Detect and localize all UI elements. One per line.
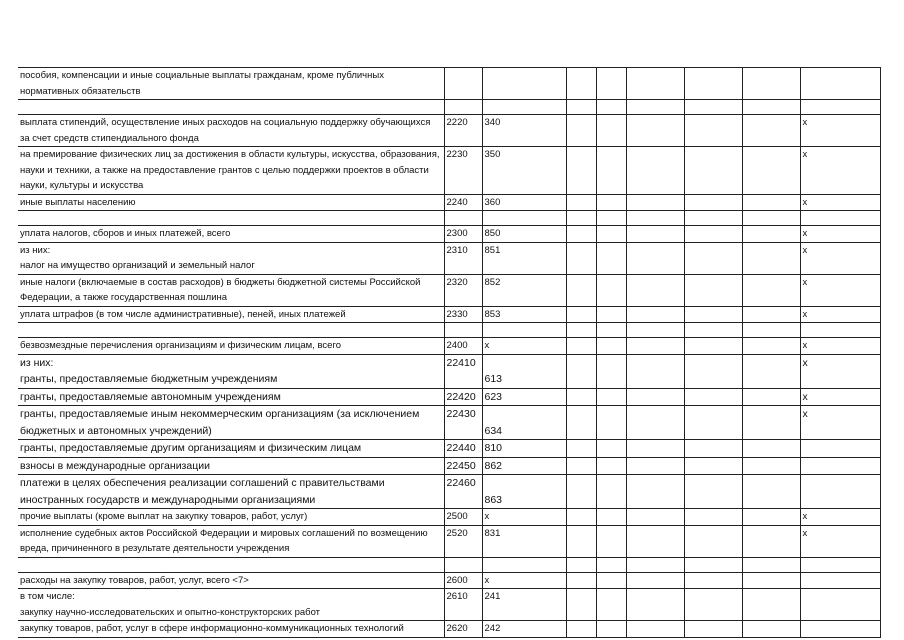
cell-empty: [742, 354, 800, 388]
table-row: [18, 509, 880, 526]
cell-empty: [684, 457, 742, 475]
cell-empty: [626, 475, 684, 509]
cell-empty: [626, 226, 684, 243]
cell-empty: [566, 274, 596, 306]
row-mark: x: [800, 242, 880, 274]
cell-empty: [684, 68, 742, 100]
row-name: иные налоги (включаемые в состав расходов) в бюджеты бюджетной системы Российской Федерации, а также государственная пошлина: [18, 274, 444, 306]
row-code: 22420: [444, 388, 482, 406]
cell-empty: [684, 147, 742, 195]
cell-empty: [684, 475, 742, 509]
cell-empty: [566, 211, 596, 226]
cell-empty: [596, 589, 626, 621]
row-code: 2240: [444, 194, 482, 211]
row-mark: x: [800, 354, 880, 388]
cell-empty: [742, 525, 800, 557]
cell-empty: [596, 194, 626, 211]
cell-empty: [742, 572, 800, 589]
row-mark: x: [800, 338, 880, 355]
table-row: [18, 68, 880, 100]
cell-empty: [742, 306, 800, 323]
row-mark: [800, 557, 880, 572]
cell-empty: [684, 242, 742, 274]
row-kosgu: [482, 68, 566, 100]
row-name: [18, 100, 444, 115]
row-mark: [800, 68, 880, 100]
cell-empty: [566, 440, 596, 458]
row-name-text: налог на имущество организаций и земельный налог: [20, 260, 255, 271]
row-code: 2620: [444, 621, 482, 638]
cell-empty: [742, 457, 800, 475]
cell-empty: [742, 557, 800, 572]
row-kosgu: 242: [482, 621, 566, 638]
row-code: 2400: [444, 338, 482, 355]
row-code: 2230: [444, 147, 482, 195]
row-name: закупку товаров, работ, услуг в сфере информационно-коммуникационных технологий: [18, 621, 444, 638]
cell-empty: [742, 100, 800, 115]
row-name: прочие выплаты (кроме выплат на закупку товаров, работ, услуг): [18, 509, 444, 526]
cell-empty: [566, 406, 596, 440]
row-code: 2320: [444, 274, 482, 306]
cell-empty: [566, 194, 596, 211]
row-kosgu: [482, 100, 566, 115]
row-name: [18, 557, 444, 572]
cell-empty: [596, 457, 626, 475]
cell-empty: [626, 194, 684, 211]
cell-empty: [626, 354, 684, 388]
row-code: 2500: [444, 509, 482, 526]
cell-empty: [684, 194, 742, 211]
row-kosgu: 852: [482, 274, 566, 306]
cell-empty: [596, 242, 626, 274]
row-kosgu-value: 613: [484, 373, 503, 385]
table-row: [18, 338, 880, 355]
table-row: [18, 475, 880, 509]
cell-empty: [596, 68, 626, 100]
row-code: [444, 211, 482, 226]
row-mark: x: [800, 226, 880, 243]
table-row: [18, 242, 880, 274]
row-name: [18, 211, 444, 226]
row-kosgu: 862: [482, 457, 566, 475]
row-mark: [800, 589, 880, 621]
row-code: 2220: [444, 115, 482, 147]
row-kosgu: 340: [482, 115, 566, 147]
row-mark: [800, 621, 880, 638]
cell-empty: [566, 475, 596, 509]
row-kosgu: 810: [482, 440, 566, 458]
cell-empty: [626, 457, 684, 475]
row-mark: [800, 211, 880, 226]
cell-empty: [596, 406, 626, 440]
table-row: [18, 211, 880, 226]
cell-empty: [596, 557, 626, 572]
table-row: [18, 226, 880, 243]
cell-empty: [742, 115, 800, 147]
cell-empty: [566, 115, 596, 147]
cell-empty: [566, 557, 596, 572]
row-kosgu: 851: [482, 242, 566, 274]
row-name: безвозмездные перечисления организациям и физическим лицам, всего: [18, 338, 444, 355]
cell-empty: [596, 388, 626, 406]
row-name-prefix: из них:: [20, 244, 51, 256]
row-name: [18, 242, 444, 274]
cell-empty: [596, 354, 626, 388]
cell-empty: [596, 100, 626, 115]
row-name: гранты, предоставляемые автономным учреждениям: [18, 388, 444, 406]
cell-empty: [566, 147, 596, 195]
cell-empty: [742, 68, 800, 100]
row-kosgu: x: [482, 572, 566, 589]
table-row: [18, 572, 880, 589]
cell-empty: [626, 406, 684, 440]
cell-empty: [742, 274, 800, 306]
row-mark: [800, 100, 880, 115]
cell-empty: [566, 323, 596, 338]
table-row: [18, 147, 880, 195]
cell-empty: [684, 323, 742, 338]
cell-empty: [566, 509, 596, 526]
cell-empty: [626, 589, 684, 621]
row-mark: [800, 323, 880, 338]
row-mark: x: [800, 147, 880, 195]
cell-empty: [596, 509, 626, 526]
cell-empty: [566, 306, 596, 323]
cell-empty: [684, 226, 742, 243]
cell-empty: [596, 475, 626, 509]
row-code: [444, 68, 482, 100]
cell-empty: [742, 323, 800, 338]
row-name: уплата штрафов (в том числе административные), пеней, иных платежей: [18, 306, 444, 323]
row-kosgu: 241: [482, 589, 566, 621]
row-kosgu: 350: [482, 147, 566, 195]
row-code: 2600: [444, 572, 482, 589]
cell-empty: [596, 211, 626, 226]
cell-empty: [626, 323, 684, 338]
row-name: гранты, предоставляемые иным некоммерческим организациям (за исключением бюджетных и автономных учреждений): [18, 406, 444, 440]
row-kosgu: 623: [482, 388, 566, 406]
row-kosgu: 831: [482, 525, 566, 557]
cell-empty: [596, 440, 626, 458]
row-name: [18, 589, 444, 621]
cell-empty: [626, 525, 684, 557]
row-mark: [800, 475, 880, 509]
row-name: гранты, предоставляемые другим организациям и физическим лицам: [18, 440, 444, 458]
row-kosgu: 850: [482, 226, 566, 243]
cell-empty: [566, 457, 596, 475]
cell-empty: [684, 306, 742, 323]
row-mark: [800, 440, 880, 458]
cell-empty: [684, 274, 742, 306]
table-row: [18, 388, 880, 406]
row-code: 2610: [444, 589, 482, 621]
cell-empty: [596, 338, 626, 355]
cell-empty: [566, 525, 596, 557]
cell-empty: [596, 115, 626, 147]
row-name: [18, 323, 444, 338]
table-row: [18, 306, 880, 323]
cell-empty: [742, 406, 800, 440]
row-kosgu: [482, 354, 566, 388]
cell-empty: [566, 226, 596, 243]
row-kosgu-value: 863: [484, 493, 503, 506]
table-row: [18, 274, 880, 306]
cell-empty: [566, 354, 596, 388]
table-row: [18, 115, 880, 147]
row-name: иные выплаты населению: [18, 194, 444, 211]
table-row: [18, 323, 880, 338]
row-code: [444, 557, 482, 572]
row-mark: x: [800, 388, 880, 406]
row-name: исполнение судебных актов Российской Федерации и мировых соглашений по возмещению вреда, причиненного в результате деятельности учреждения: [18, 525, 444, 557]
cell-empty: [742, 589, 800, 621]
cell-empty: [684, 557, 742, 572]
row-name-prefix: из них:: [20, 356, 54, 369]
row-name: расходы на закупку товаров, работ, услуг, всего <7>: [18, 572, 444, 589]
cell-empty: [626, 509, 684, 526]
table-row: [18, 100, 880, 115]
cell-empty: [626, 115, 684, 147]
row-code: 2330: [444, 306, 482, 323]
cell-empty: [566, 388, 596, 406]
row-name: уплата налогов, сборов и иных платежей, всего: [18, 226, 444, 243]
table-row: [18, 354, 880, 388]
cell-empty: [626, 557, 684, 572]
row-kosgu: [482, 406, 566, 440]
cell-empty: [626, 388, 684, 406]
table-row: [18, 589, 880, 621]
row-mark: x: [800, 194, 880, 211]
cell-empty: [596, 306, 626, 323]
cell-empty: [742, 475, 800, 509]
cell-empty: [626, 274, 684, 306]
row-name: [18, 354, 444, 388]
row-mark: x: [800, 274, 880, 306]
cell-empty: [626, 306, 684, 323]
cell-empty: [596, 621, 626, 638]
cell-empty: [742, 621, 800, 638]
cell-empty: [596, 147, 626, 195]
row-kosgu: x: [482, 338, 566, 355]
table-row: [18, 440, 880, 458]
table-row: [18, 621, 880, 638]
table-row: [18, 525, 880, 557]
cell-empty: [626, 621, 684, 638]
cell-empty: [566, 589, 596, 621]
table-row: [18, 194, 880, 211]
row-mark: x: [800, 306, 880, 323]
cell-empty: [684, 388, 742, 406]
cell-empty: [626, 440, 684, 458]
table-row: [18, 457, 880, 475]
table-row: [18, 406, 880, 440]
row-code: 22430: [444, 406, 482, 440]
row-mark: [800, 572, 880, 589]
row-kosgu: [482, 323, 566, 338]
cell-empty: [742, 509, 800, 526]
row-code: 2310: [444, 242, 482, 274]
cell-empty: [626, 338, 684, 355]
cell-empty: [742, 226, 800, 243]
row-name-text: закупку научно-исследовательских и опытно-конструкторских работ: [20, 606, 321, 618]
row-kosgu: 853: [482, 306, 566, 323]
row-code: 2520: [444, 525, 482, 557]
cell-empty: [742, 194, 800, 211]
row-name-prefix: в том числе:: [20, 591, 75, 602]
row-kosgu-value: 634: [484, 424, 503, 437]
cell-empty: [742, 440, 800, 458]
cell-empty: [596, 572, 626, 589]
cell-empty: [684, 338, 742, 355]
row-name: пособия, компенсации и иные социальные выплаты гражданам, кроме публичных нормативных обязательств: [18, 68, 444, 100]
row-name: выплата стипендий, осуществление иных расходов на социальную поддержку обучающихся за счет средств стипендиального фонда: [18, 115, 444, 147]
cell-empty: [626, 100, 684, 115]
cell-empty: [742, 388, 800, 406]
row-name: на премирование физических лиц за достижения в области культуры, искусства, образования, науки и техники, а также на предоставление грантов с целью поддержки проектов в области науки, культуры и искусства: [18, 147, 444, 195]
cell-empty: [684, 100, 742, 115]
cell-empty: [684, 589, 742, 621]
row-kosgu: [482, 557, 566, 572]
cell-empty: [684, 440, 742, 458]
cell-empty: [742, 338, 800, 355]
cell-empty: [566, 621, 596, 638]
row-code: 22450: [444, 457, 482, 475]
cell-empty: [626, 242, 684, 274]
cell-empty: [626, 211, 684, 226]
table-row: [18, 557, 880, 572]
row-kosgu: x: [482, 509, 566, 526]
cell-empty: [566, 338, 596, 355]
cell-empty: [684, 509, 742, 526]
cell-empty: [684, 572, 742, 589]
cell-empty: [742, 211, 800, 226]
row-code: 22410: [444, 354, 482, 388]
cell-empty: [626, 572, 684, 589]
cell-empty: [684, 525, 742, 557]
row-mark: [800, 457, 880, 475]
row-mark: x: [800, 406, 880, 440]
cell-empty: [684, 354, 742, 388]
row-code: 2300: [444, 226, 482, 243]
row-mark: x: [800, 115, 880, 147]
cell-empty: [626, 68, 684, 100]
row-name: взносы в международные организации: [18, 457, 444, 475]
row-code: 22460: [444, 475, 482, 509]
cell-empty: [742, 147, 800, 195]
cell-empty: [596, 274, 626, 306]
row-kosgu: [482, 475, 566, 509]
cell-empty: [684, 406, 742, 440]
row-kosgu: 360: [482, 194, 566, 211]
row-kosgu: [482, 211, 566, 226]
cell-empty: [626, 147, 684, 195]
cell-empty: [684, 115, 742, 147]
cell-empty: [596, 525, 626, 557]
row-mark: x: [800, 509, 880, 526]
cell-empty: [566, 242, 596, 274]
cell-empty: [684, 621, 742, 638]
row-name: платежи в целях обеспечения реализации соглашений с правительствами иностранных государств и международными организациями: [18, 475, 444, 509]
row-code: [444, 323, 482, 338]
cell-empty: [566, 572, 596, 589]
row-name-text: гранты, предоставляемые бюджетным учреждениям: [20, 373, 278, 385]
budget-table: [18, 67, 881, 638]
cell-empty: [596, 226, 626, 243]
row-code: 22440: [444, 440, 482, 458]
cell-empty: [684, 211, 742, 226]
cell-empty: [566, 68, 596, 100]
row-code: [444, 100, 482, 115]
row-mark: x: [800, 525, 880, 557]
cell-empty: [596, 323, 626, 338]
cell-empty: [742, 242, 800, 274]
cell-empty: [566, 100, 596, 115]
